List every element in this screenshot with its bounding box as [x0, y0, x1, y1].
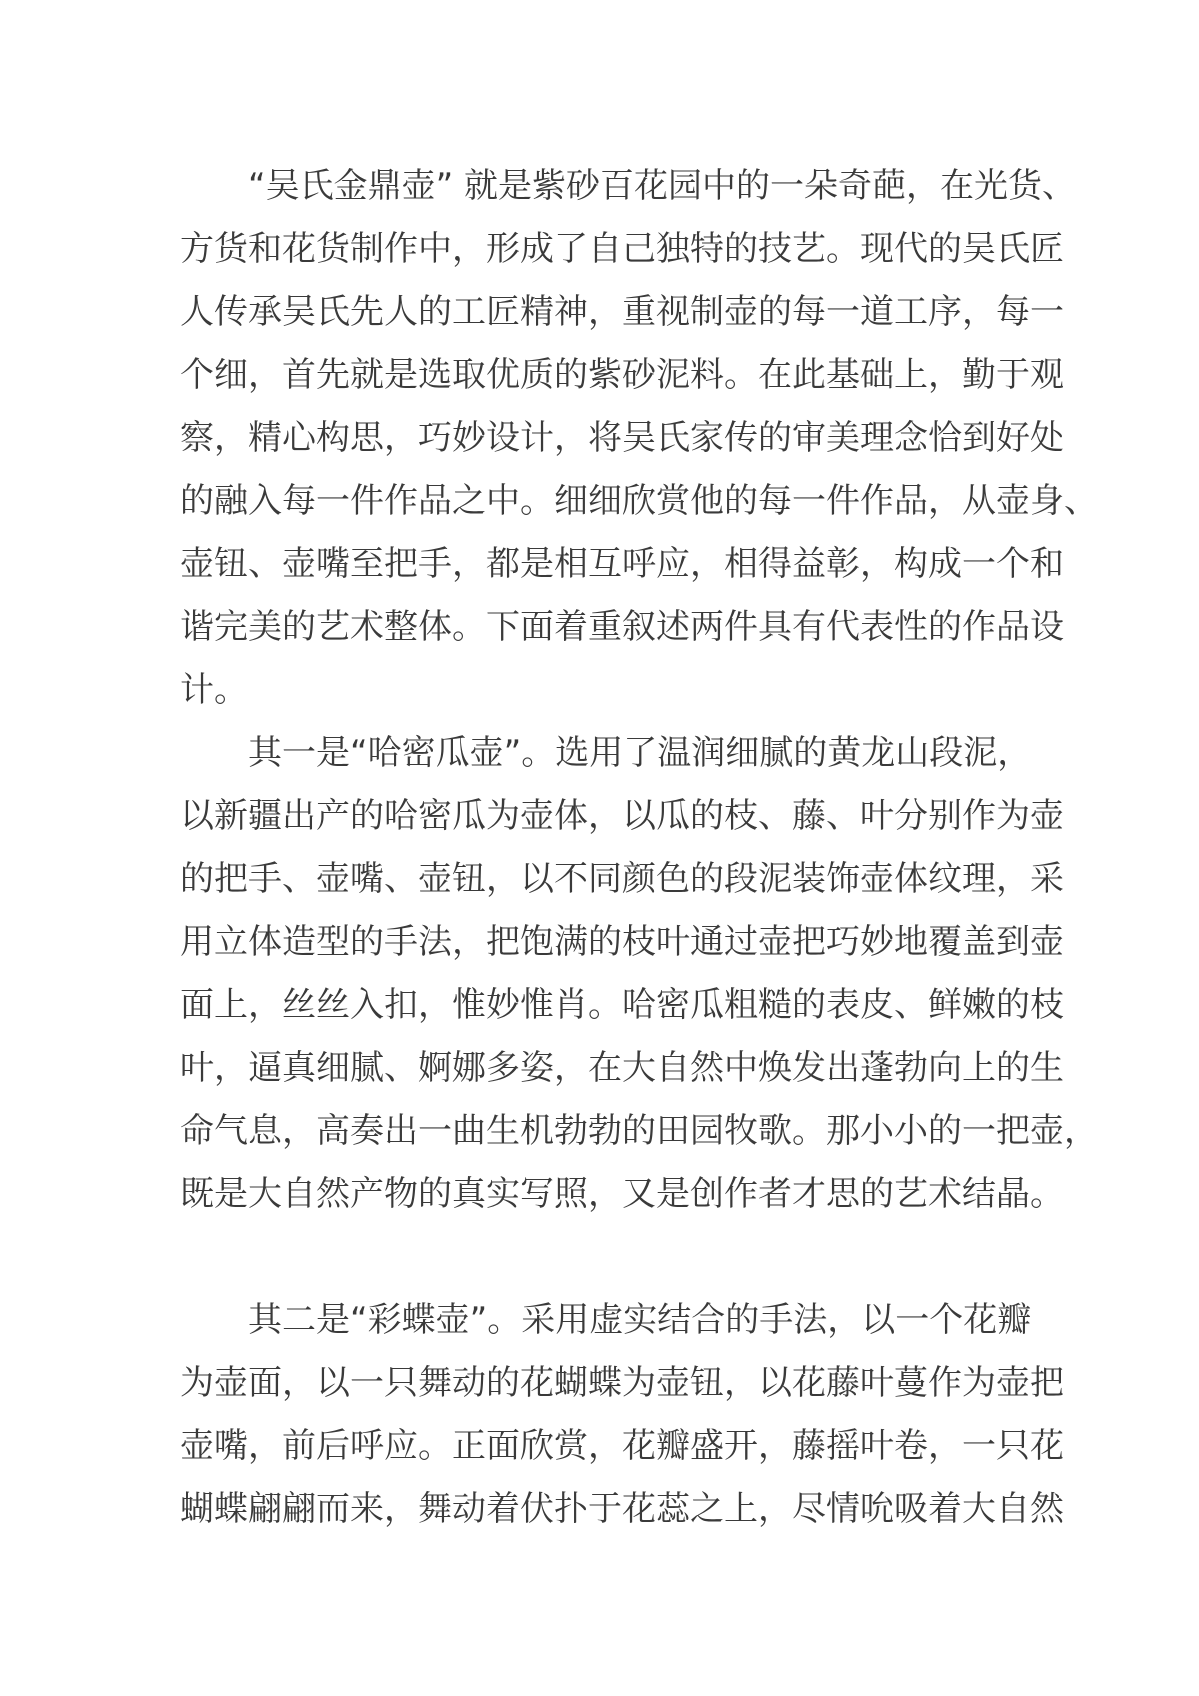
text-line: 叶，逼真细腻、婀娜多姿，在大自然中焕发出蓬勃向上的生	[180, 1048, 1064, 1088]
paragraph-butterfly-teapot	[180, 1289, 1064, 1541]
text-line: 其二是“彩蝶壶”。采用虚实结合的手法，以一个花瓣	[248, 1300, 1032, 1340]
text-line: 计。	[180, 670, 248, 710]
paragraph-hami-melon-teapot	[180, 722, 1098, 1226]
text-line: 方货和花货制作中，形成了自己独特的技艺。现代的吴氏匠	[180, 229, 1064, 269]
text-line: 其一是“哈密瓜壶”。选用了温润细腻的黄龙山段泥，	[248, 733, 1032, 773]
text-line: 察，精心构思，巧妙设计，将吴氏家传的审美理念恰到好处	[180, 418, 1064, 458]
text-line: 面上，丝丝入扣，惟妙惟肖。哈密瓜粗糙的表皮、鲜嫩的枝	[180, 985, 1064, 1025]
text-line: 壶钮、壶嘴至把手，都是相互呼应，相得益彰，构成一个和	[180, 544, 1064, 584]
text-line: 蝴蝶翩翩而来，舞动着伏扑于花蕊之上，尽情吮吸着大自然	[180, 1489, 1064, 1529]
text-line: 谐完美的艺术整体。下面着重叙述两件具有代表性的作品设	[180, 607, 1064, 647]
text-line: 以新疆出产的哈密瓜为壶体，以瓜的枝、藤、叶分别作为壶	[180, 796, 1064, 836]
text-line: 的融入每一件作品之中。细细欣赏他的每一件作品，从壶身、	[180, 481, 1098, 521]
text-line: 为壶面，以一只舞动的花蝴蝶为壶钮，以花藤叶蔓作为壶把	[180, 1363, 1064, 1403]
document-body	[180, 155, 1098, 1541]
text-line: 壶嘴，前后呼应。正面欣赏，花瓣盛开，藤摇叶卷，一只花	[180, 1426, 1064, 1466]
text-line: 用立体造型的手法，把饱满的枝叶通过壶把巧妙地覆盖到壶	[180, 922, 1064, 962]
text-line: 个细，首先就是选取优质的紫砂泥料。在此基础上，勤于观	[180, 355, 1064, 395]
text-line: 既是大自然产物的真实写照，又是创作者才思的艺术结晶。	[180, 1174, 1064, 1214]
text-line: “吴氏金鼎壶” 就是紫砂百花园中的一朵奇葩，在光货、	[248, 166, 1077, 206]
text-line: 人传承吴氏先人的工匠精神，重视制壶的每一道工序，每一	[180, 292, 1064, 332]
text-line: 的把手、壶嘴、壶钮，以不同颜色的段泥装饰壶体纹理，采	[180, 859, 1064, 899]
paragraph-spacer	[180, 1226, 1030, 1289]
paragraph-wu-family-teapot-intro	[180, 155, 1098, 722]
text-line: 命气息，高奏出一曲生机勃勃的田园牧歌。那小小的一把壶，	[180, 1111, 1098, 1151]
